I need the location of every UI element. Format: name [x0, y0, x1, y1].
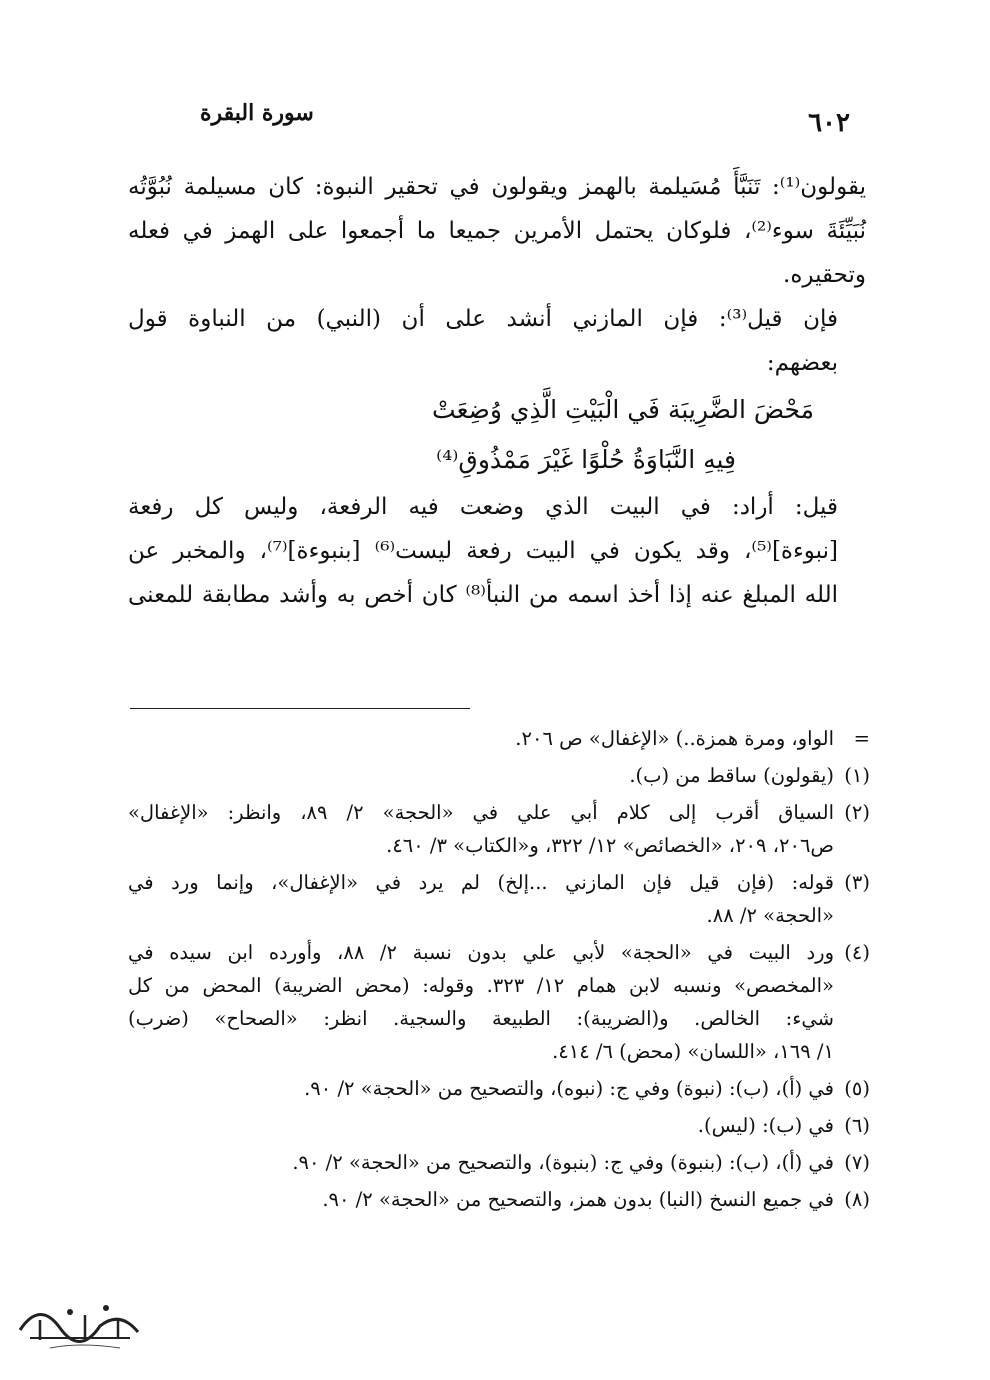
- footnote-text: [128, 1072, 834, 1105]
- paragraph-3: [128, 485, 866, 617]
- footnote-text: [128, 866, 834, 932]
- footnotes-section: [128, 722, 870, 1220]
- footnote-line: في (أ)، (ب): (بنبوة) وفي ج: (بنبوة)، والتصحيح من «الحجة» ٢/ ٩٠.: [292, 1151, 834, 1174]
- footnote-item: [128, 866, 870, 932]
- footnote-item: [128, 759, 870, 792]
- poetry-verse-1: مَحْضَ الضَّرِيبَة فَي الْبَيْتِ الَّذِي وُضِعَتْ: [432, 395, 814, 424]
- main-text: [128, 165, 866, 617]
- footnote-item: [128, 1109, 870, 1142]
- footnote-number: (٢): [844, 801, 870, 824]
- footnote-line: قوله: (فإن قيل فإن المازني ...إلخ) لم يرد في «الإغفال»، وإنما ورد في: [128, 871, 834, 894]
- paragraph-1: [128, 165, 866, 297]
- footnote-line: في (أ)، (ب): (نبوة) وفي ج: (نبوه)، والتصحيح من «الحجة» ٢/ ٩٠.: [304, 1077, 834, 1100]
- footnote-text: [128, 722, 834, 755]
- footnote-separator: [130, 708, 470, 709]
- footnote-item: [128, 796, 870, 862]
- publisher-logo: [10, 1290, 150, 1360]
- footnote-number: (١): [844, 764, 870, 787]
- footnote-line: (يقولون) ساقط من (ب).: [629, 764, 834, 787]
- footnote-line: «المخصص» ونسبه لابن همام ١٢/ ٣٢٣. وقوله: (محض الضريبة) المحض من كل: [128, 974, 834, 997]
- footnote-line: في جميع النسخ (النبا) بدون همز، والتصحيح من «الحجة» ٢/ ٩٠.: [322, 1188, 834, 1211]
- page-header: [190, 100, 850, 140]
- footnote-line: في (ب): (ليس).: [697, 1114, 834, 1137]
- text-line: [نبوءة]⁽⁵⁾، وقد يكون في البيت رفعة ليست⁽⁶⁾ [بنبوءة]⁽⁷⁾، والمخبر عن: [128, 538, 838, 564]
- footnote-line: «الحجة» ٢/ ٨٨.: [706, 904, 834, 927]
- paragraph-2: [128, 297, 866, 385]
- footnote-number: (٣): [844, 871, 870, 894]
- text-line: قيل: أراد: في البيت الذي وضعت فيه الرفعة، وليس كل رفعة: [128, 494, 838, 520]
- footnote-item: [128, 722, 870, 755]
- text-line: فإن قيل⁽³⁾: فإن المازني أنشد على أن (النبي) من النباوة قول: [128, 306, 838, 332]
- text-line: يقولون⁽¹⁾: تَنَبَّأَ مُسَيلمة بالهمز ويقولون في تحقير النبوة: كان مسيلمة نُبُوَّتُه: [128, 174, 866, 200]
- poetry-verse-2: فِيهِ النَّبَاوَةُ حُلْوًا غَيْرَ مَمْذُوقِ⁽⁴⁾: [436, 445, 736, 474]
- footnote-number: (٨): [844, 1188, 870, 1211]
- footnote-line: شيء: الخالص. و(الضريبة): الطبيعة والسجية. انظر: «الصحاح» (ضرب): [128, 1007, 834, 1030]
- footnote-number: (٥): [844, 1077, 870, 1100]
- footnote-number: (٤): [844, 941, 870, 964]
- footnote-text: [128, 1146, 834, 1179]
- footnote-line: الواو، ومرة همزة..) «الإغفال» ص ٢٠٦.: [515, 727, 834, 750]
- text-line: نُبَيِّئَةَ سوء⁽²⁾، فلوكان يحتمل الأمرين جميعا ما أجمعوا على الهمز في فعله: [128, 218, 866, 244]
- footnote-item: [128, 936, 870, 1068]
- footnote-item: [128, 1183, 870, 1216]
- footnote-text: [128, 936, 834, 1068]
- footnote-line: ص٢٠٦، ٢٠٩، «الخصائص» ١٢/ ٣٢٢، و«الكتاب» ٣/ ٤٦٠.: [386, 834, 834, 857]
- footnote-text: [128, 1109, 834, 1142]
- text-line: وتحقيره.: [783, 262, 866, 288]
- footnote-line: ورد البيت في «الحجة» لأبي علي بدون نسبة ٢/ ٨٨، وأورده ابن سيده في: [128, 941, 834, 964]
- footnote-text: [128, 759, 834, 792]
- footnote-text: [128, 796, 834, 862]
- footnote-line: السياق أقرب إلى كلام أبي علي في «الحجة» ٢/ ٨٩، وانظر: «الإغفال»: [128, 801, 834, 824]
- footnote-number: (٧): [844, 1151, 870, 1174]
- footnote-item: [128, 1072, 870, 1105]
- text-line: الله المبلغ عنه إذا أخذ اسمه من النبأ⁽⁸⁾ كان أخص به وأشد مطابقة للمعنى: [128, 582, 838, 608]
- page-number: ٦٠٢: [808, 108, 850, 138]
- footnote-line: ١/ ١٦٩، «اللسان» (محض) ٦/ ٤١٤.: [552, 1040, 834, 1063]
- surah-title: سورة البقرة: [200, 100, 314, 126]
- footnote-number: (٦): [844, 1114, 870, 1137]
- text-line: بعضهم:: [766, 350, 838, 376]
- footnote-text: [128, 1183, 834, 1216]
- footnote-number: =: [853, 727, 870, 750]
- footnote-item: [128, 1146, 870, 1179]
